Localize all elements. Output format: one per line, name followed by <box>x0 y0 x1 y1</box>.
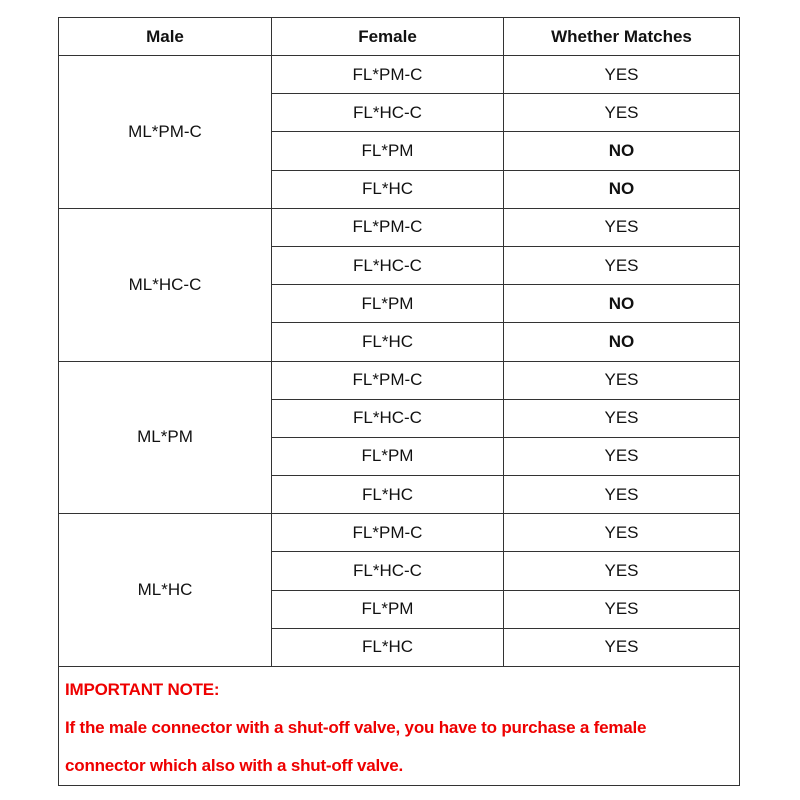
female-cell: FL*PM-C <box>272 208 504 246</box>
important-note <box>59 667 740 786</box>
female-cell: FL*HC <box>272 170 504 208</box>
header-male: Male <box>59 18 272 56</box>
header-row <box>59 18 740 56</box>
female-cell: FL*HC-C <box>272 246 504 284</box>
table-row <box>59 514 740 552</box>
female-cell: FL*PM <box>272 285 504 323</box>
note-line-2: connector which also with a shut-off valve. <box>65 756 404 775</box>
female-cell: FL*HC <box>272 323 504 361</box>
male-cell: ML*HC-C <box>59 208 272 361</box>
note-title: IMPORTANT NOTE: <box>65 680 220 699</box>
match-cell: NO <box>504 170 740 208</box>
female-cell: FL*PM-C <box>272 514 504 552</box>
female-cell: FL*PM <box>272 590 504 628</box>
match-cell: YES <box>504 56 740 94</box>
match-cell: YES <box>504 399 740 437</box>
female-cell: FL*PM <box>272 132 504 170</box>
match-cell: YES <box>504 361 740 399</box>
match-cell: YES <box>504 437 740 475</box>
match-cell: YES <box>504 628 740 666</box>
table-row <box>59 361 740 399</box>
match-cell: NO <box>504 323 740 361</box>
match-cell: YES <box>504 590 740 628</box>
male-cell: ML*HC <box>59 514 272 667</box>
female-cell: FL*PM-C <box>272 56 504 94</box>
female-cell: FL*PM-C <box>272 361 504 399</box>
compatibility-table <box>58 17 740 786</box>
female-cell: FL*PM <box>272 437 504 475</box>
female-cell: FL*HC-C <box>272 94 504 132</box>
match-cell: NO <box>504 285 740 323</box>
table-row <box>59 56 740 94</box>
male-cell: ML*PM <box>59 361 272 514</box>
match-cell: YES <box>504 514 740 552</box>
table-row <box>59 208 740 246</box>
note-line-1: If the male connector with a shut-off valve, you have to purchase a female <box>65 718 647 737</box>
header-female: Female <box>272 18 504 56</box>
match-cell: YES <box>504 94 740 132</box>
match-cell: NO <box>504 132 740 170</box>
female-cell: FL*HC-C <box>272 399 504 437</box>
female-cell: FL*HC <box>272 628 504 666</box>
male-cell: ML*PM-C <box>59 56 272 209</box>
female-cell: FL*HC-C <box>272 552 504 590</box>
match-cell: YES <box>504 476 740 514</box>
note-row <box>59 667 740 786</box>
header-whether-matches: Whether Matches <box>504 18 740 56</box>
female-cell: FL*HC <box>272 476 504 514</box>
match-cell: YES <box>504 246 740 284</box>
match-cell: YES <box>504 208 740 246</box>
match-cell: YES <box>504 552 740 590</box>
